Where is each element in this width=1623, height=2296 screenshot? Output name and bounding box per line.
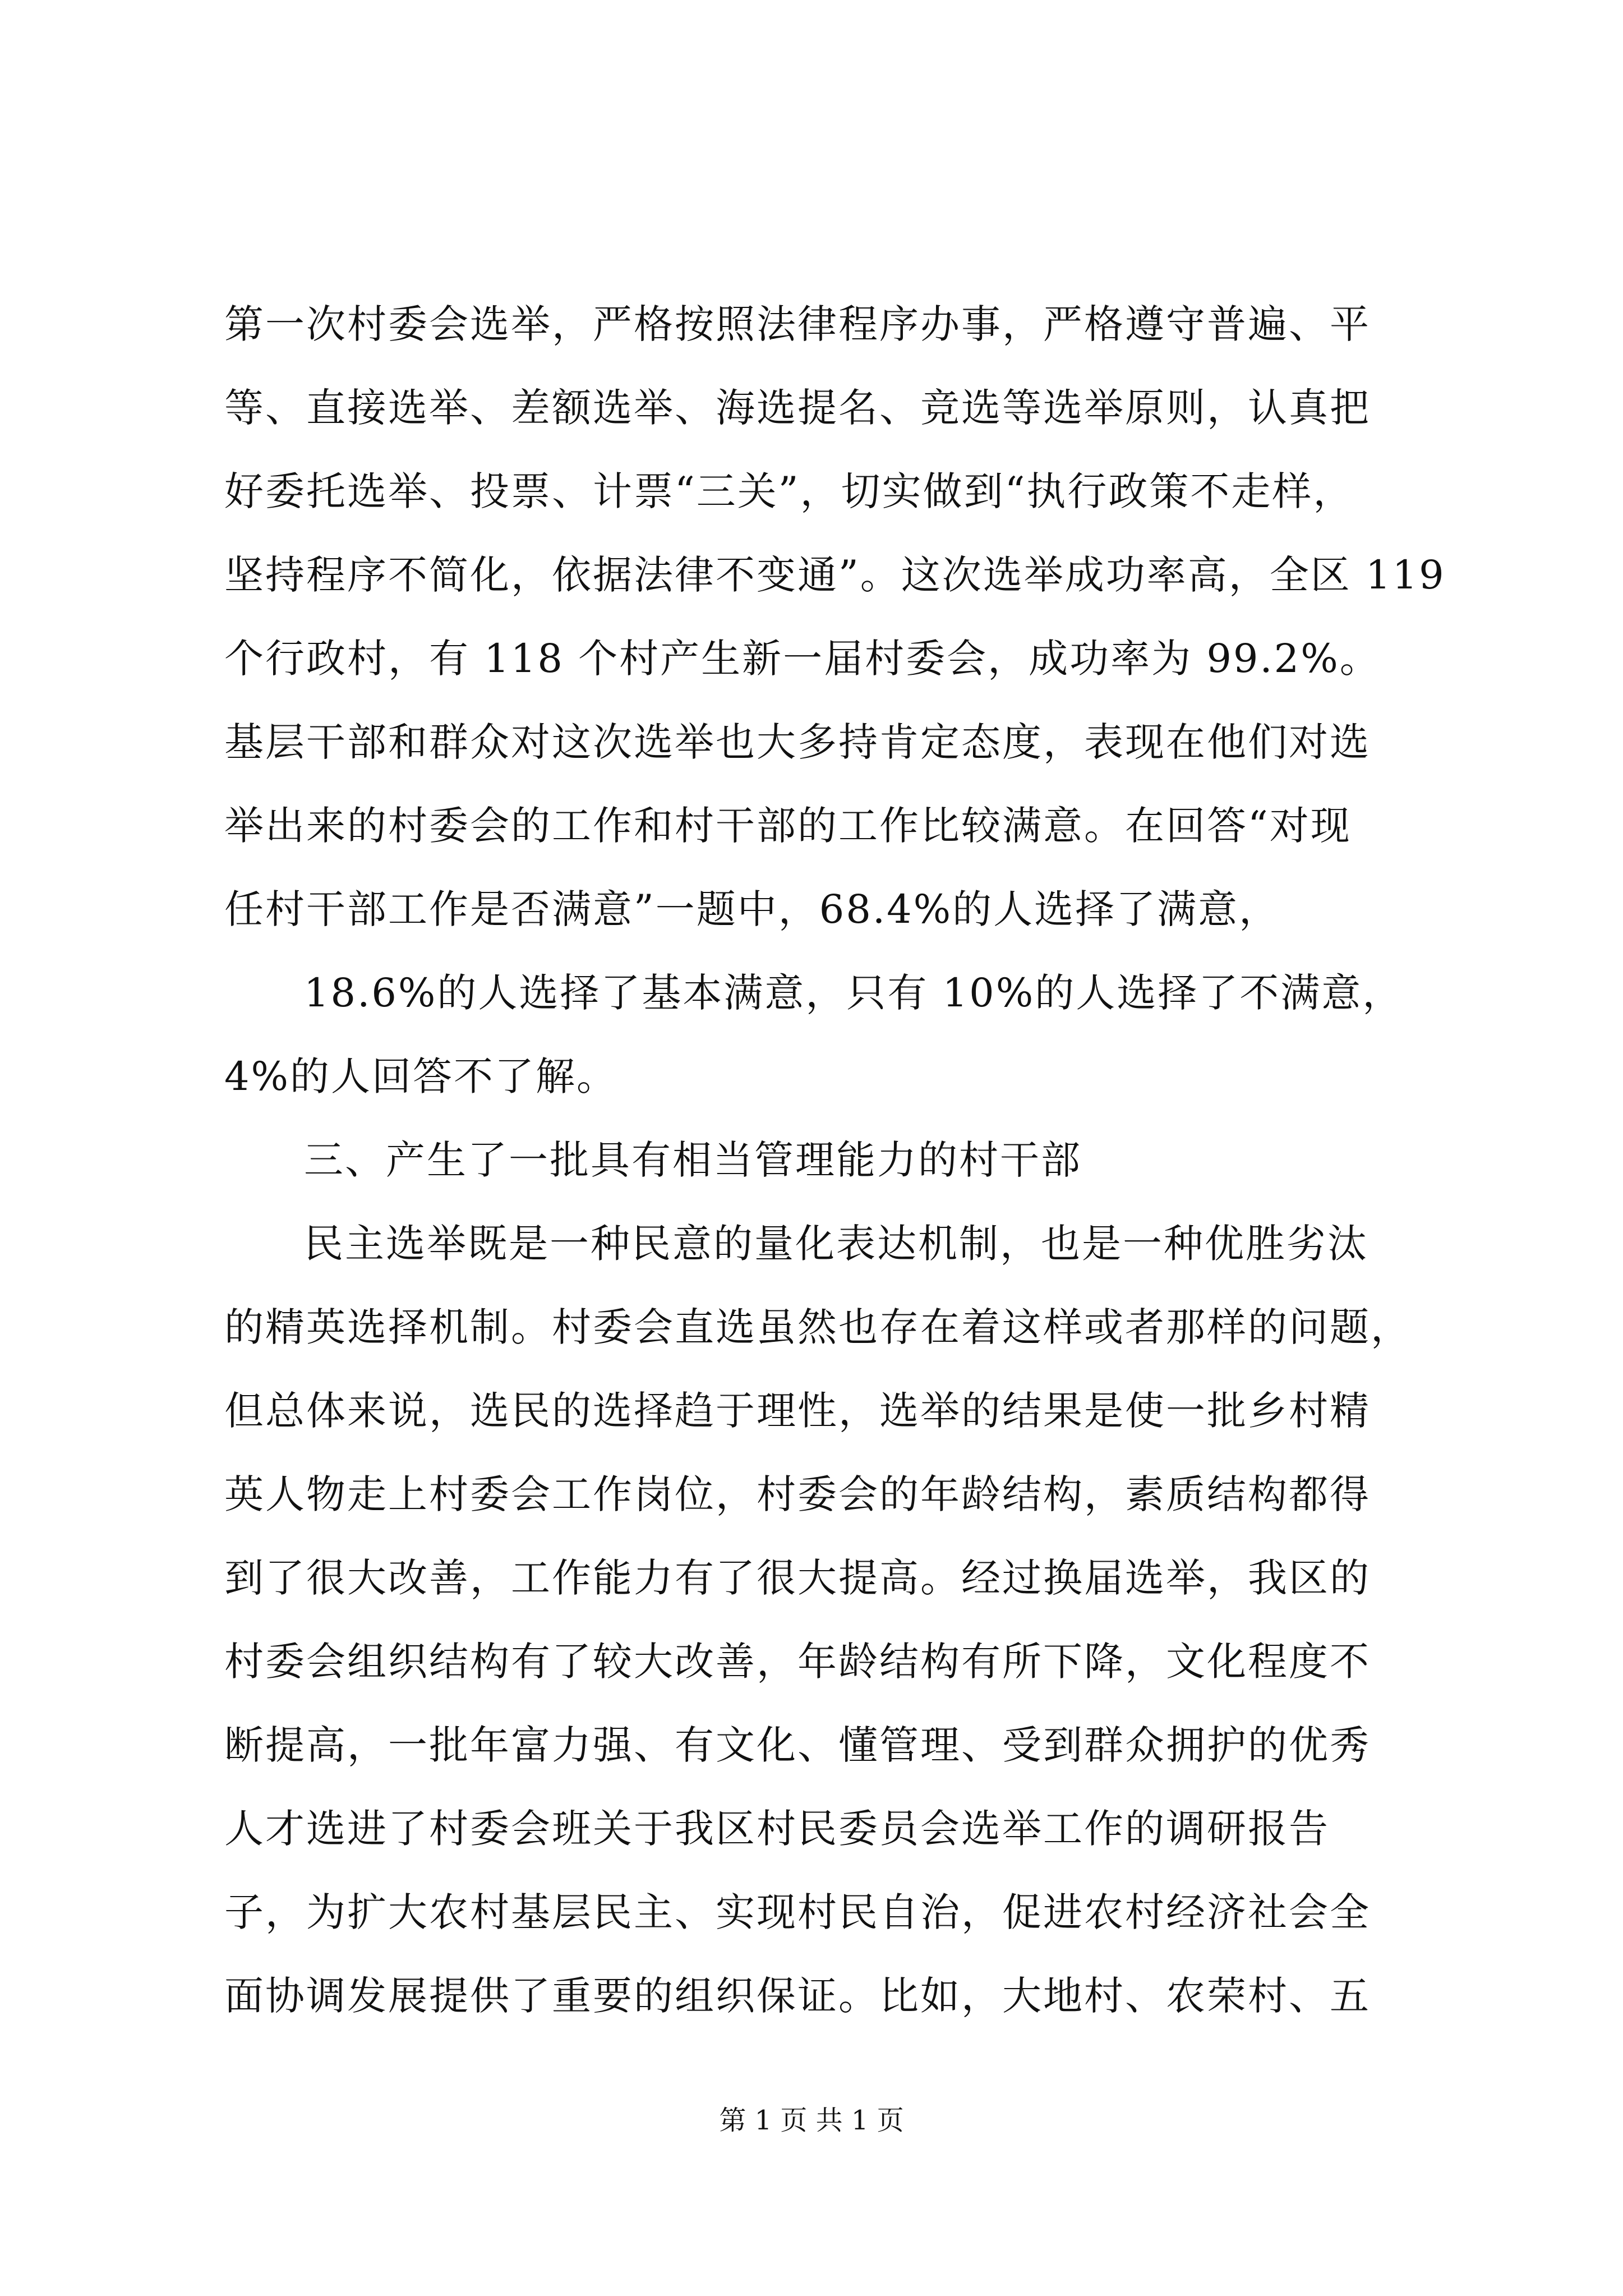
body-line: 断提高，一批年富力强、有文化、懂管理、受到群众拥护的优秀 [224,1722,1371,1768]
body-line: 村委会组织结构有了较大改善，年龄结构有所下降，文化程度不 [224,1639,1371,1685]
body-line: 面协调发展提供了重要的组织保证。比如，大地村、农荣村、五 [224,1973,1371,2019]
page-footer: 第 1 页 共 1 页 [719,2105,904,2136]
body-line: 好委托选举、投票、计票“三关”，切实做到“执行政策不走样， [224,468,1354,514]
body-line: 基层干部和群众对这次选举也大多持肯定态度，表现在他们对选 [224,719,1371,765]
body-line: 坚持程序不简化，依据法律不变通”。这次选举成功率高，全区 119 [224,552,1446,598]
body-line: 第一次村委会选举，严格按照法律程序办事，严格遵守普遍、平 [224,301,1371,347]
body-line: 4%的人回答不了解。 [224,1053,618,1099]
body-line: 英人物走上村委会工作岗位，村委会的年龄结构，素质结构都得 [224,1471,1371,1517]
body-line: 人才选进了村委会班关于我区村民委员会选举工作的调研报告 [224,1806,1330,1852]
body-line: 但总体来说，选民的选择趋于理性，选举的结果是使一批乡村精 [224,1388,1371,1434]
body-line: 的精英选择机制。村委会直选虽然也存在着这样或者那样的问题， [224,1304,1412,1350]
paragraph-first-line: 18.6%的人选择了基本满意，只有 10%的人选择了不满意， [304,970,1404,1016]
body-line: 个行政村，有 118 个村产生新一届村委会，成功率为 99.2%。 [224,636,1381,682]
body-line: 子，为扩大农村基层民主、实现村民自治，促进农村经济社会全 [224,1889,1371,1935]
body-line: 等、直接选举、差额选举、海选提名、竞选等选举原则，认真把 [224,385,1371,431]
section-heading: 三、产生了一批具有相当管理能力的村干部 [304,1137,1082,1183]
body-line: 任村干部工作是否满意”一题中，68.4%的人选择了满意， [224,886,1280,932]
body-line: 到了很大改善，工作能力有了很大提高。经过换届选举，我区的 [224,1555,1371,1601]
body-line: 举出来的村委会的工作和村干部的工作比较满意。在回答“对现 [224,803,1352,849]
paragraph-first-line: 民主选举既是一种民意的量化表达机制，也是一种优胜劣汰 [304,1221,1368,1267]
